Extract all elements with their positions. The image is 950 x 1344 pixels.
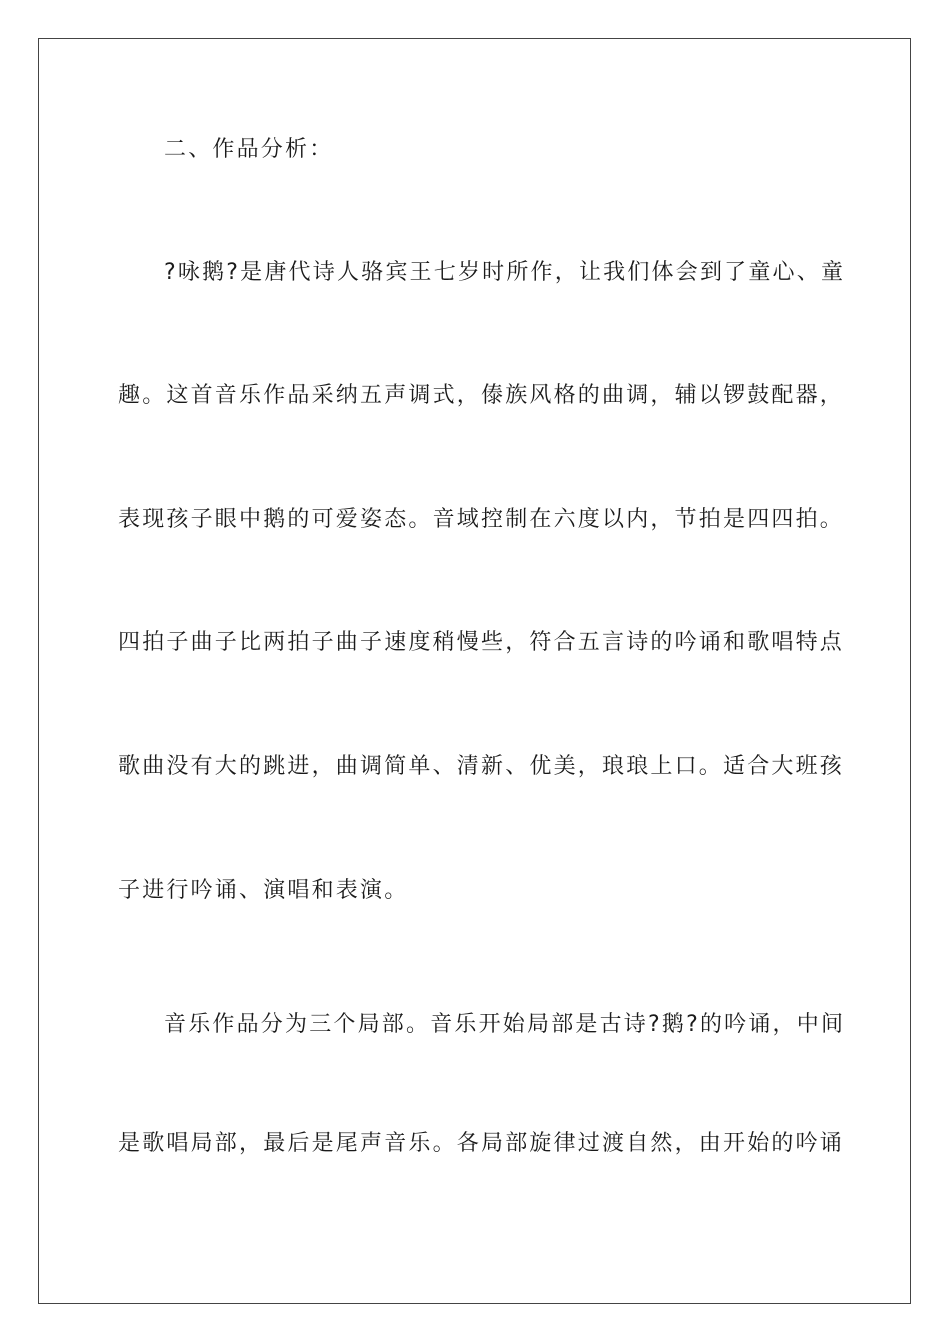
- paragraph-line: ?咏鹅?是唐代诗人骆宾王七岁时所作，让我们体会到了童心、童: [164, 260, 846, 285]
- page-border: [38, 38, 911, 1304]
- paragraph-line: 四拍子曲子比两拍子曲子速度稍慢些，符合五言诗的吟诵和歌唱特点: [118, 630, 845, 655]
- paragraph-line: 是歌唱局部，最后是尾声音乐。各局部旋律过渡自然，由开始的吟诵: [118, 1131, 845, 1156]
- paragraph-line: 歌曲没有大的跳进，曲调简单、清新、优美，琅琅上口。适合大班孩: [118, 754, 845, 779]
- paragraph-line: 趣。这首音乐作品采纳五声调式，傣族风格的曲调，辅以锣鼓配器，: [118, 383, 845, 408]
- section-heading: 二、作品分析：: [164, 137, 334, 162]
- paragraph-line: 音乐作品分为三个局部。音乐开始局部是古诗?鹅?的吟诵，中间: [164, 1012, 846, 1037]
- paragraph-line: 表现孩子眼中鹅的可爱姿态。音域控制在六度以内，节拍是四四拍。: [118, 507, 845, 532]
- paragraph-line: 子进行吟诵、演唱和表演。: [118, 878, 409, 903]
